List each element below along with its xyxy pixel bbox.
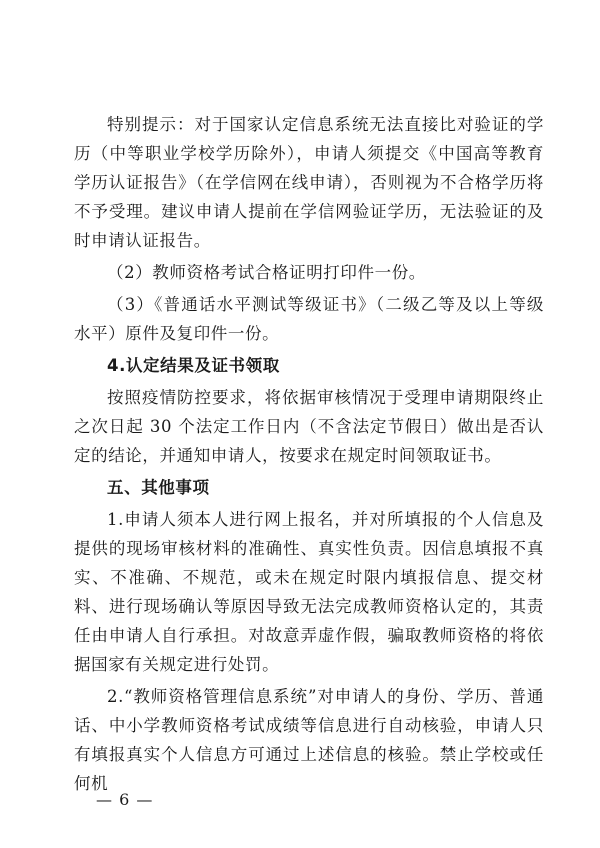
paragraph-special-notice: 特别提示：对于国家认定信息系统无法直接比对验证的学历（中等职业学校学历除外），申请人须提交《中国高等教育学历认证报告》（在学信网在线申请），否则视为不合格学历将不予受理。建议申请人提前在学信网验证学历，无法验证的及时申请认证报告。 bbox=[74, 115, 544, 250]
heading-certification-result: 4.认定结果及证书领取 bbox=[107, 356, 280, 375]
paragraph-system-verification: 2.“教师资格管理信息系统”对申请人的身份、学历、普通话、中小学教师资格考试成绩等信息进行自动核验，申请人只有填报真实个人信息方可通过上述信息的核验。禁止学校或任何机 bbox=[74, 687, 544, 793]
paragraph-putonghua-certificate: （3）《普通话水平测试等级证书》（二级乙等及以上等级水平）原件及复印件一份。 bbox=[74, 295, 544, 343]
document-body bbox=[74, 110, 544, 798]
paragraph-online-registration: 1.申请人须本人进行网上报名，并对所填报的个人信息及提供的现场审核材料的准确性、真实性负责。因信息填报不真实、不准确、不规范，或未在规定时限内填报信息、提交材料、进行现场确认等原因导致无法完成教师资格认定的，其责任由申请人自行承担。对故意弄虚作假，骗取教师资格的将依据国家有关规定进行处罚。 bbox=[74, 510, 544, 674]
heading-other-matters: 五、其他事项 bbox=[107, 478, 210, 497]
page-number: — 6 — bbox=[96, 790, 154, 809]
paragraph-exam-certificate: （2）教师资格考试合格证明打印件一份。 bbox=[107, 263, 426, 282]
paragraph-result-timeline: 按照疫情防控要求，将依据审核情况于受理申请期限终止之次日起 30 个法定工作日内（不含法定节假日）做出是否认定的结论，并通知申请人，按要求在规定时间领取证书。 bbox=[74, 388, 544, 465]
